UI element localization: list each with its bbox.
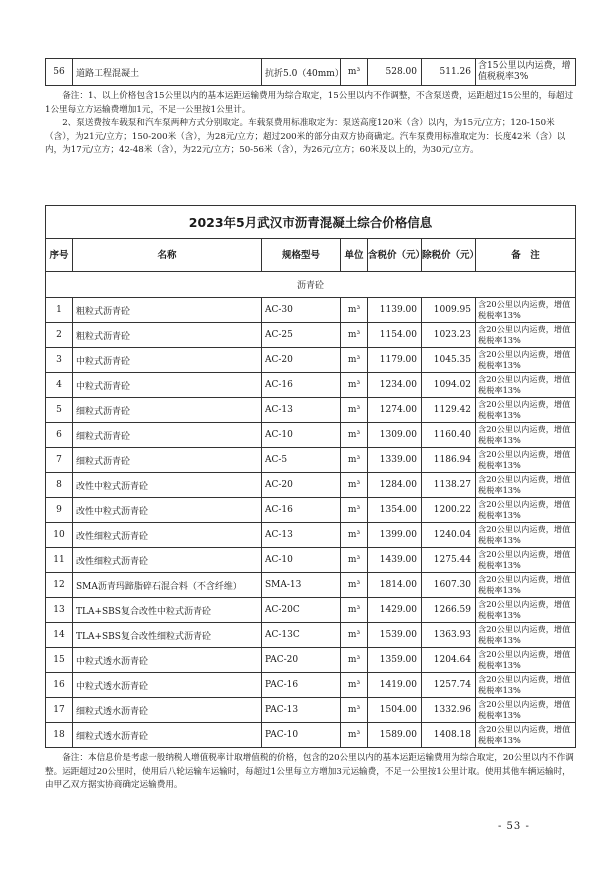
item-spec: PAC-10	[262, 723, 341, 748]
item-name: 改性中粒式沥青砼	[73, 498, 262, 523]
tax-excluded-price: 1408.18	[422, 723, 476, 748]
tax-included-price: 1274.00	[368, 398, 422, 423]
row-number: 2	[46, 323, 73, 348]
table-body	[46, 298, 576, 748]
item-name: SMA沥青玛蹄脂碎石混合料（不含纤维）	[73, 573, 262, 598]
tax-excluded-price: 1160.40	[422, 423, 476, 448]
item-spec: SMA-13	[262, 573, 341, 598]
tax-included-price: 1399.00	[368, 523, 422, 548]
item-spec: AC-20C	[262, 598, 341, 623]
row-number: 11	[46, 548, 73, 573]
item-unit: m³	[341, 698, 368, 723]
table-row	[46, 59, 576, 86]
item-spec: AC-13C	[262, 623, 341, 648]
table-row	[46, 623, 576, 648]
row-number: 12	[46, 573, 73, 598]
row-number: 4	[46, 373, 73, 398]
tax-included-price: 1154.00	[368, 323, 422, 348]
table-row	[46, 373, 576, 398]
tax-included-price: 1234.00	[368, 373, 422, 398]
header-remark: 备 注	[476, 239, 576, 272]
tax-excluded-price: 511.26	[422, 59, 476, 86]
item-name: 粗粒式沥青砼	[73, 298, 262, 323]
table-row	[46, 348, 576, 373]
category-label: 沥青砼	[46, 272, 576, 298]
item-name: 粗粒式沥青砼	[73, 323, 262, 348]
item-name: TLA+SBS复合改性中粒式沥青砼	[73, 598, 262, 623]
item-name: 中粒式沥青砼	[73, 348, 262, 373]
item-unit: m³	[341, 523, 368, 548]
item-spec: 抗折5.0（40mm）	[262, 59, 341, 86]
tax-included-price: 1359.00	[368, 648, 422, 673]
item-remark: 含20公里以内运费，增值税税率13%	[476, 673, 576, 698]
item-name: 细粒式沥青砼	[73, 423, 262, 448]
item-name: 细粒式沥青砼	[73, 448, 262, 473]
item-unit: m³	[341, 648, 368, 673]
tax-included-price: 1439.00	[368, 548, 422, 573]
item-unit: m³	[341, 473, 368, 498]
row-number: 8	[46, 473, 73, 498]
item-remark: 含20公里以内运费，增值税税率13%	[476, 623, 576, 648]
tax-included-price: 528.00	[368, 59, 422, 86]
table-row	[46, 598, 576, 623]
item-spec: AC-30	[262, 298, 341, 323]
tax-excluded-price: 1607.30	[422, 573, 476, 598]
tax-included-price: 1179.00	[368, 348, 422, 373]
tax-excluded-price: 1363.93	[422, 623, 476, 648]
item-remark: 含20公里以内运费，增值税税率13%	[476, 448, 576, 473]
item-remark: 含20公里以内运费，增值税税率13%	[476, 573, 576, 598]
row-number: 17	[46, 698, 73, 723]
item-remark: 含20公里以内运费，增值税税率13%	[476, 473, 576, 498]
row-number: 5	[46, 398, 73, 423]
tax-included-price: 1419.00	[368, 673, 422, 698]
item-spec: AC-13	[262, 398, 341, 423]
table-row	[46, 648, 576, 673]
item-spec: AC-5	[262, 448, 341, 473]
tax-included-price: 1539.00	[368, 623, 422, 648]
header-notax-price: 除税价（元）	[422, 239, 476, 272]
item-unit: m³	[341, 623, 368, 648]
item-unit: m³	[341, 323, 368, 348]
row-number: 18	[46, 723, 73, 748]
item-name: 改性细粒式沥青砼	[73, 523, 262, 548]
item-remark: 含20公里以内运费，增值税税率13%	[476, 323, 576, 348]
row-number: 13	[46, 598, 73, 623]
item-name: 细粒式透水沥青砼	[73, 723, 262, 748]
tax-excluded-price: 1094.02	[422, 373, 476, 398]
item-unit: m³	[341, 298, 368, 323]
row-number: 1	[46, 298, 73, 323]
table-row	[46, 298, 576, 323]
header-tax-price: 含税价（元）	[368, 239, 422, 272]
item-remark: 含20公里以内运费，增值税税率13%	[476, 523, 576, 548]
tax-excluded-price: 1275.44	[422, 548, 476, 573]
item-unit: m³	[341, 373, 368, 398]
table-title: 2023年5月武汉市沥青混凝土综合价格信息	[46, 206, 576, 239]
item-name: TLA+SBS复合改性细粒式沥青砼	[73, 623, 262, 648]
asphalt-note: 备注：本信息价是考虑一般纳税人增值税率计取增值税的价格，包含的20公里以内的基本运距运输费用为综合取定，20公里以内不作调整。运距超过20公里时，使用后八轮运输车运输时，每超过1公里每立方增加3元运输费，不足一公里按1公里计取。使用其他车辆运输时，由甲乙双方据实协商确定运输费用。	[45, 753, 574, 790]
item-spec: AC-16	[262, 498, 341, 523]
item-spec: AC-20	[262, 348, 341, 373]
tax-included-price: 1309.00	[368, 423, 422, 448]
asphalt-price-table	[45, 205, 576, 748]
tax-included-price: 1814.00	[368, 573, 422, 598]
item-unit: m³	[341, 448, 368, 473]
item-remark: 含20公里以内运费，增值税税率13%	[476, 698, 576, 723]
item-remark: 含20公里以内运费，增值税税率13%	[476, 298, 576, 323]
item-spec: AC-10	[262, 548, 341, 573]
item-remark: 含20公里以内运费，增值税税率13%	[476, 423, 576, 448]
item-remark: 含20公里以内运费，增值税税率13%	[476, 723, 576, 748]
table-row	[46, 398, 576, 423]
table-row	[46, 523, 576, 548]
item-spec: AC-25	[262, 323, 341, 348]
item-name: 中粒式透水沥青砼	[73, 673, 262, 698]
item-name: 中粒式沥青砼	[73, 373, 262, 398]
row-number: 7	[46, 448, 73, 473]
tax-excluded-price: 1200.22	[422, 498, 476, 523]
tax-excluded-price: 1023.23	[422, 323, 476, 348]
item-spec: AC-13	[262, 523, 341, 548]
table-row	[46, 673, 576, 698]
item-unit: m³	[341, 723, 368, 748]
row-number: 6	[46, 423, 73, 448]
table-row	[46, 723, 576, 748]
item-name: 改性细粒式沥青砼	[73, 548, 262, 573]
item-remark: 含20公里以内运费，增值税税率13%	[476, 373, 576, 398]
tax-included-price: 1589.00	[368, 723, 422, 748]
item-remark: 含15公里以内运费，增值税税率3%	[476, 59, 576, 86]
item-spec: PAC-16	[262, 673, 341, 698]
table-header-row	[46, 239, 576, 272]
tax-excluded-price: 1129.42	[422, 398, 476, 423]
item-unit: m³	[341, 548, 368, 573]
tax-excluded-price: 1257.74	[422, 673, 476, 698]
item-spec: AC-10	[262, 423, 341, 448]
concrete-note-1: 备注：1、以上价格包含15公里以内的基本运距运输费用为综合取定，15公里以内不作调整，不含泵送费，运距超过15公里的，每超过1公里每立方运输费增加1元，不足一公里按1公里计。	[45, 91, 574, 115]
tax-excluded-price: 1266.59	[422, 598, 476, 623]
header-no: 序号	[46, 239, 73, 272]
table-row	[46, 323, 576, 348]
table-row	[46, 498, 576, 523]
item-spec: AC-16	[262, 373, 341, 398]
table-row	[46, 423, 576, 448]
table-row	[46, 448, 576, 473]
item-name: 中粒式透水沥青砼	[73, 648, 262, 673]
tax-included-price: 1139.00	[368, 298, 422, 323]
item-name: 细粒式沥青砼	[73, 398, 262, 423]
row-number: 10	[46, 523, 73, 548]
tax-excluded-price: 1138.27	[422, 473, 476, 498]
item-unit: m³	[341, 673, 368, 698]
row-number: 9	[46, 498, 73, 523]
item-remark: 含20公里以内运费，增值税税率13%	[476, 548, 576, 573]
item-unit: m³	[341, 348, 368, 373]
page-number: - 53 -	[498, 821, 530, 832]
row-number: 16	[46, 673, 73, 698]
item-remark: 含20公里以内运费，增值税税率13%	[476, 598, 576, 623]
row-number: 15	[46, 648, 73, 673]
tax-included-price: 1504.00	[368, 698, 422, 723]
tax-excluded-price: 1204.64	[422, 648, 476, 673]
concrete-note-2: 2、泵送费按车载泵和汽车泵两种方式分别取定。车载泵费用标准取定为：泵送高度120米（含）以内，为15元/立方；120-150米（含），为21元/立方；150-200米（含），为28元/立方；超过200米的部分由双方协商确定。汽车泵费用标准取定为：长度42米（含）以内，为17元/立方；42-48米（含），为22元/立方；50-56米（含），为26元/立方；60米及以上的，为30元/立方。	[45, 118, 566, 155]
item-name: 改性中粒式沥青砼	[73, 473, 262, 498]
item-remark: 含20公里以内运费，增值税税率13%	[476, 498, 576, 523]
table-row	[46, 548, 576, 573]
item-unit: m³	[341, 398, 368, 423]
row-number: 14	[46, 623, 73, 648]
item-unit: m³	[341, 498, 368, 523]
tax-included-price: 1354.00	[368, 498, 422, 523]
tax-excluded-price: 1332.96	[422, 698, 476, 723]
item-unit: m³	[341, 423, 368, 448]
row-number: 3	[46, 348, 73, 373]
item-name: 细粒式透水沥青砼	[73, 698, 262, 723]
item-name: 道路工程混凝土	[73, 59, 262, 86]
header-spec: 规格型号	[262, 239, 341, 272]
row-number: 56	[46, 59, 73, 86]
table-row	[46, 473, 576, 498]
tax-excluded-price: 1009.95	[422, 298, 476, 323]
item-spec: PAC-20	[262, 648, 341, 673]
concrete-price-table-continuation	[45, 58, 576, 86]
item-unit: m³	[341, 59, 368, 86]
item-remark: 含20公里以内运费，增值税税率13%	[476, 648, 576, 673]
item-spec: AC-20	[262, 473, 341, 498]
item-remark: 含20公里以内运费，增值税税率13%	[476, 348, 576, 373]
tax-included-price: 1339.00	[368, 448, 422, 473]
tax-included-price: 1284.00	[368, 473, 422, 498]
tax-excluded-price: 1186.94	[422, 448, 476, 473]
tax-included-price: 1429.00	[368, 598, 422, 623]
item-unit: m³	[341, 598, 368, 623]
item-unit: m³	[341, 573, 368, 598]
header-unit: 单位	[341, 239, 368, 272]
item-remark: 含20公里以内运费，增值税税率13%	[476, 398, 576, 423]
item-spec: PAC-13	[262, 698, 341, 723]
header-name: 名称	[73, 239, 262, 272]
table-row	[46, 698, 576, 723]
tax-excluded-price: 1045.35	[422, 348, 476, 373]
table-row	[46, 573, 576, 598]
tax-excluded-price: 1240.04	[422, 523, 476, 548]
